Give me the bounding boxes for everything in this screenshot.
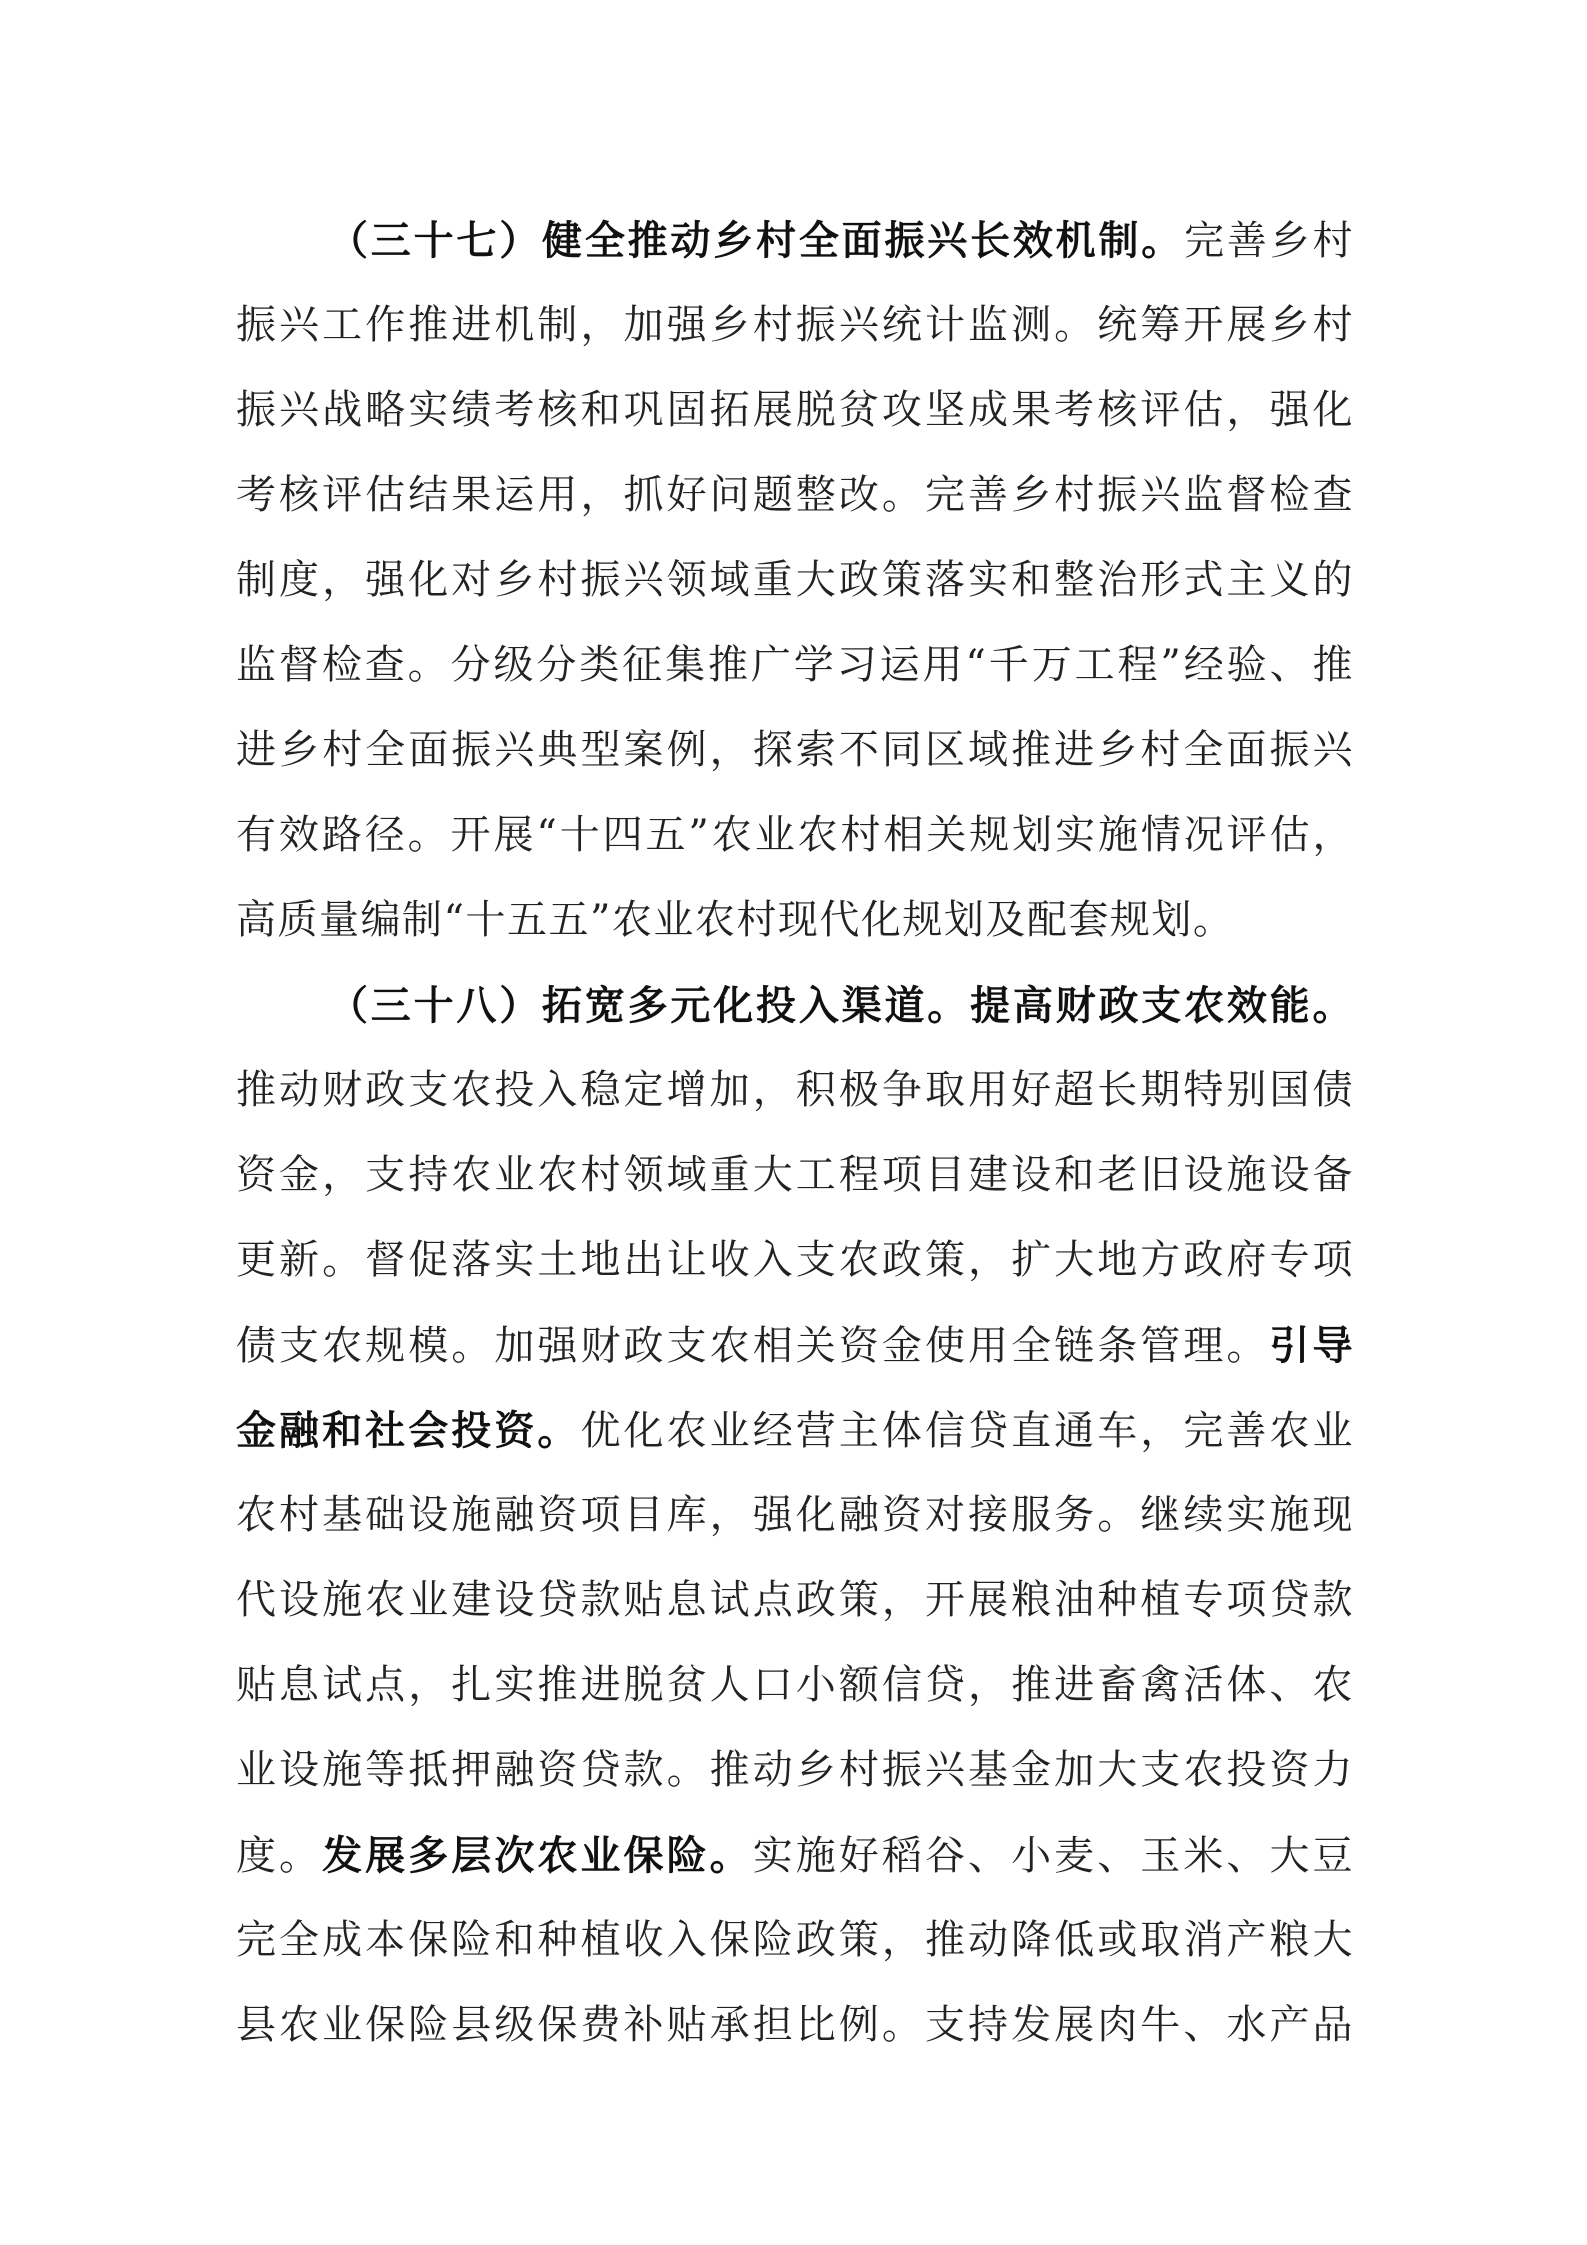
paragraph-37-line-9: 高质量编制“十五五”农业农村现代化规划及配套规划。 [236,897,1235,943]
paragraph-37-line-4: 考核评估结果运用，抓好问题整改。完善乡村振兴监督检查 [236,472,1354,518]
paragraph-38-line-11-text: 度。 [236,1833,323,1879]
paragraph-37-line-6: 监督检查。分级分类征集推广学习运用“千万工程”经验、推 [236,642,1354,688]
paragraph-38-line-5-text: 债支农规模。加强财政支农相关资金使用全链条管理。 [236,1323,1270,1369]
paragraph-37-line-5: 制度，强化对乡村振兴领域重大政策落实和整治形式主义的 [236,557,1354,603]
paragraph-37-line-3: 振兴战略实绩考核和巩固拓展脱贫攻坚成果考核评估，强化 [236,387,1354,433]
paragraph-38-line-11-rest: 实施好稻谷、小麦、玉米、大豆 [752,1833,1355,1879]
paragraph-38-line-6-text: 优化农业经营主体信贷直通车，完善农业 [580,1408,1355,1454]
paragraph-37-line-7: 进乡村全面振兴典型案例，探索不同区域推进乡村全面振兴 [236,727,1354,773]
paragraph-38-line-1 [236,963,1354,1048]
paragraph-38-line-6 [236,1388,1354,1473]
paragraph-38-subheading-2-start: 引导 [1269,1322,1355,1369]
paragraph-37-line-8: 有效路径。开展“十四五”农业农村相关规划实施情况评估， [236,812,1354,858]
paragraph-38-line-2: 推动财政支农投入稳定增加，积极争取用好超长期特别国债 [236,1067,1354,1113]
paragraph-38-line-7: 农村基础设施融资项目库，强化融资对接服务。继续实施现 [236,1492,1354,1538]
paragraph-38-line-5 [236,1303,1354,1388]
paragraph-37-line-1 [236,198,1354,283]
paragraph-38-line-10: 业设施等抵押融资贷款。推动乡村振兴基金加大支农投资力 [236,1747,1354,1793]
paragraph-38-line-4: 更新。督促落实土地出让收入支农政策，扩大地方政府专项 [236,1237,1354,1283]
paragraph-37-line-2: 振兴工作推进机制，加强乡村振兴统计监测。统筹开展乡村 [236,302,1354,348]
paragraph-38-line-12: 完全成本保险和种植收入保险政策，推动降低或取消产粮大 [236,1917,1354,1963]
paragraph-38-line-8: 代设施农业建设贷款贴息试点政策，开展粮油种植专项贷款 [236,1577,1354,1623]
paragraph-38-subheading-2-end: 金融和社会投资。 [236,1407,581,1454]
paragraph-37-line-1-text: 完善乡村 [1184,218,1355,264]
paragraph-38-line-13: 县农业保险县级保费补贴承担比例。支持发展肉牛、水产品 [236,2002,1354,2048]
paragraph-38-subheading-3: 发展多层次农业保险。 [322,1832,753,1879]
paragraph-38-line-3: 资金，支持农业农村领域重大工程项目建设和老旧设施设备 [236,1152,1354,1198]
document-body [236,198,1354,2068]
paragraph-38-heading: （三十八）拓宽多元化投入渠道。 [328,982,971,1029]
paragraph-38-line-9: 贴息试点，扎实推进脱贫人口小额信贷，推进畜禽活体、农 [236,1662,1354,1708]
paragraph-38-subheading-1: 提高财政支农效能。 [970,982,1355,1029]
paragraph-37-heading: （三十七）健全推动乡村全面振兴长效机制。 [328,217,1185,264]
paragraph-38-line-11 [236,1813,1354,1898]
